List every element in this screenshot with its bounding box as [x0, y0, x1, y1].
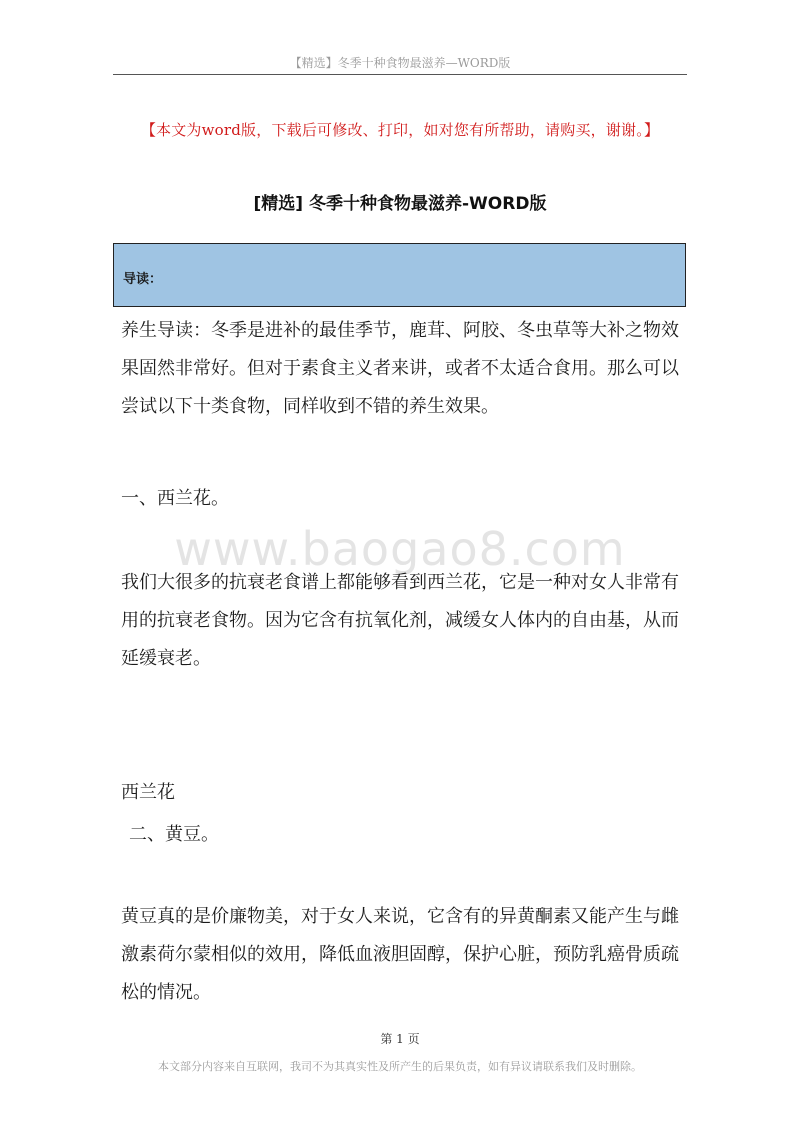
image-caption-broccoli: 西兰花	[121, 782, 175, 803]
page-header: 【精选】冬季十种食物最滋养—WORD版	[289, 56, 511, 70]
section-heading-soybean: 二、黄豆。	[129, 824, 219, 845]
section-body-broccoli: 我们大很多的抗衰老食谱上都能够看到西兰花，它是一种对女人非常有用的抗衰老食物。因为它含有抗氧化剂，减缓女人体内的自由基，从而延缓衰老。	[121, 572, 679, 669]
watermark: www.baogao8.com	[174, 522, 626, 576]
section-heading-broccoli: 一、西兰花。	[121, 488, 229, 509]
guide-box	[113, 243, 686, 307]
header-divider	[113, 74, 687, 75]
guide-label: 导读：	[123, 272, 163, 287]
intro-paragraph: 养生导读：冬季是进补的最佳季节，鹿茸、阿胶、冬虫草等大补之物效果固然非常好。但对于素食主义者来讲，或者不太适合食用。那么可以尝试以下十类食物，同样收到不错的养生效果。	[121, 320, 679, 417]
section-body-soybean: 黄豆真的是价廉物美，对于女人来说，它含有的异黄酮素又能产生与雌激素荷尔蒙相似的效用，降低血液胆固醇，保护心脏，预防乳癌骨质疏松的情况。	[121, 906, 679, 1003]
page-number: 第 1 页	[380, 1032, 420, 1046]
document-title: [精选] 冬季十种食物最滋养-WORD版	[253, 194, 547, 214]
footer-disclaimer: 本文部分内容来自互联网，我司不为其真实性及所产生的后果负责，如有异议请联系我们及时删除。	[158, 1060, 642, 1073]
purchase-notice: 【本文为word版，下载后可修改、打印，如对您有所帮助，请购买，谢谢。】	[140, 121, 660, 139]
